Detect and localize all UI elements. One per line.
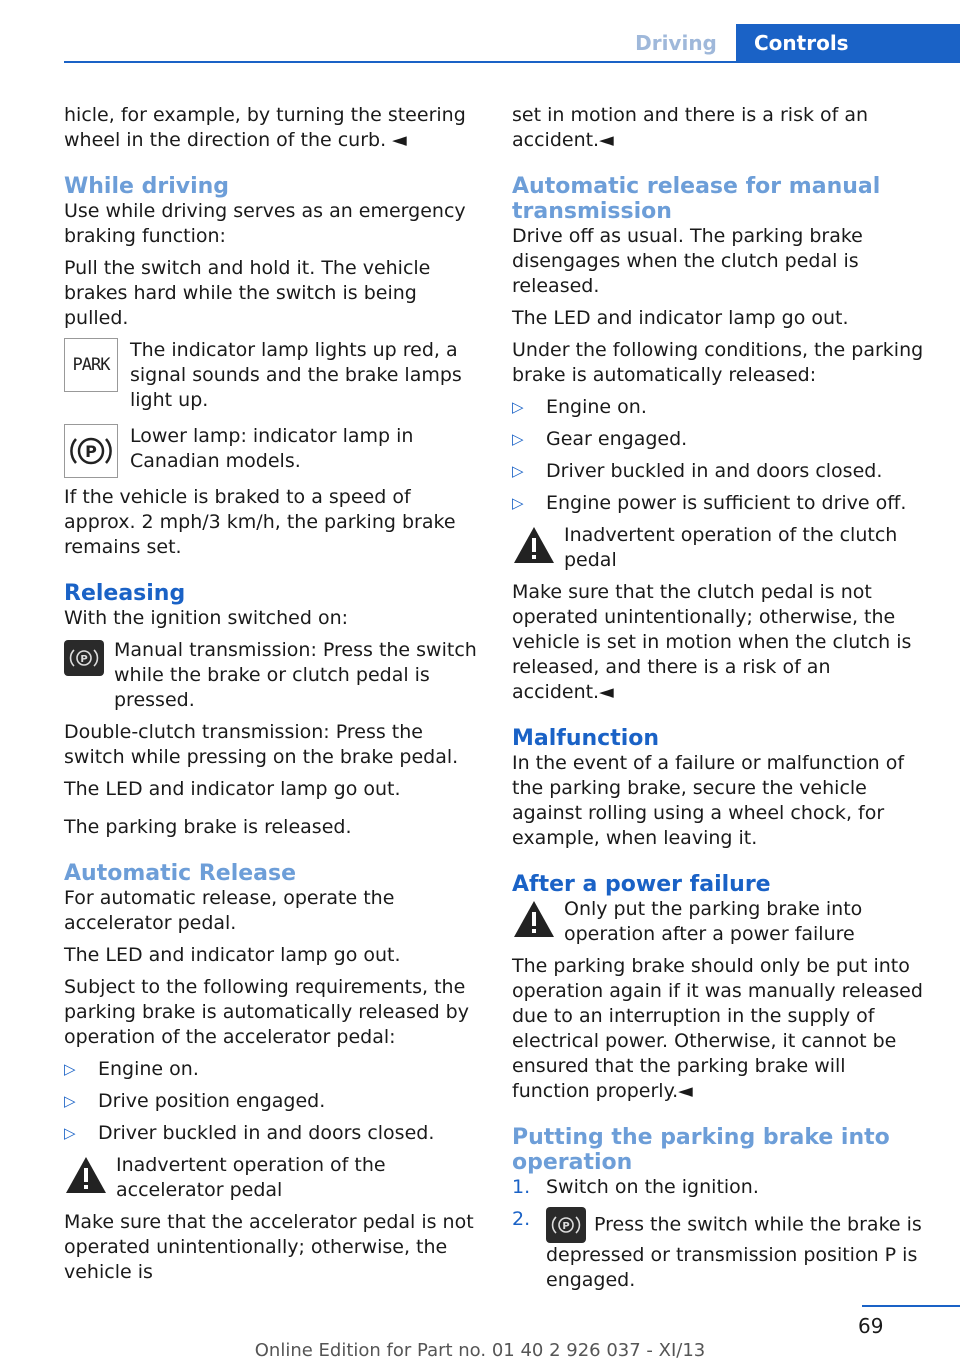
paragraph: The LED and indicator lamp go out.: [64, 944, 401, 966]
paragraph: If the vehicle is braked to a speed of approx. 2 mph/3 km/h, the parking brake remains set.: [64, 486, 456, 558]
paragraph: Make sure that the accelerator pedal is not operated unintentionally; otherwise, the vehicle is: [64, 1211, 474, 1283]
park-indicator-row: [64, 338, 480, 420]
svg-text:P: P: [562, 1221, 570, 1232]
list-item: ▷ Drive position engaged.: [64, 1090, 326, 1112]
paragraph: Make sure that the clutch pedal is not operated unintentionally; otherwise, the vehicle is set in motion when the clutch is released, and there is a risk of an accident.◄: [512, 581, 912, 703]
paragraph: hicle, for example, by turning the steering wheel in the direction of the curb. ◄: [64, 104, 466, 151]
heading-power-failure: After a power failure: [512, 872, 771, 897]
list-item: ▷ Driver buckled in and doors closed.: [512, 460, 883, 482]
list-item: ▷ Engine on.: [64, 1058, 199, 1080]
edition-footer: Online Edition for Part no. 01 40 2 926 037 - XI/13: [254, 1340, 706, 1361]
warning-title: Only put the parking brake into operation after a power failure: [564, 898, 863, 945]
paragraph: For automatic release, operate the accelerator pedal.: [64, 887, 395, 934]
paragraph: The parking brake is released.: [64, 816, 352, 838]
list-item: ▷ Engine power is sufficient to drive off.: [512, 492, 907, 514]
warning-icon: [512, 899, 556, 939]
list-item: ▷ Engine on.: [512, 396, 647, 418]
heading-malfunction: Malfunction: [512, 726, 660, 751]
footer-rule: [862, 1305, 960, 1307]
heading-releasing: Releasing: [64, 581, 186, 606]
warning-title: Inadvertent operation of the accelerator pedal: [116, 1154, 386, 1201]
paragraph: Pull the switch and hold it. The vehicle brakes hard while the switch is being pulled.: [64, 257, 431, 329]
page-number: 69: [858, 1314, 884, 1338]
list-item: ▷ Driver buckled in and doors closed.: [64, 1122, 435, 1144]
paragraph: Subject to the following requirements, the parking brake is automatically released by operation of the accelerator pedal:: [64, 976, 469, 1048]
paragraph: Under the following conditions, the parking brake is automatically released:: [512, 339, 924, 386]
conditions-list: [512, 395, 928, 516]
manual-release-row: [64, 638, 480, 720]
header-tabs: [616, 24, 960, 62]
paragraph: Use while driving serves as an emergency braking function:: [64, 200, 466, 247]
warning-icon: [512, 525, 556, 565]
warning-title: Inadvertent operation of the clutch pedal: [564, 524, 898, 571]
paragraph: Double-clutch transmission: Press the switch while pressing on the brake pedal.: [64, 721, 459, 768]
paragraph: The parking brake should only be put into operation again if it was manually released due to an interruption in the supply of electrical power. Otherwise, it cannot be ensured that the parking brake will function properly.◄: [512, 955, 923, 1102]
right-column: [512, 103, 928, 1300]
paragraph: Lower lamp: indicator lamp in Canadian models.: [130, 425, 414, 472]
paragraph: The indicator lamp lights up red, a signal sounds and the brake lamps light up.: [130, 339, 462, 411]
steps-list: [512, 1175, 928, 1293]
header-rule: [64, 61, 960, 63]
heading-while-driving: While driving: [64, 174, 230, 199]
paragraph: set in motion and there is a risk of an accident.◄: [512, 104, 869, 151]
step-item: 1. Switch on the ignition.: [512, 1176, 759, 1198]
paragraph: Drive off as usual. The parking brake disengages when the clutch pedal is released.: [512, 225, 863, 297]
heading-manual-transmission: Automatic release for manual transmission: [512, 174, 881, 224]
svg-text:P: P: [85, 442, 97, 461]
svg-text:P: P: [80, 654, 88, 665]
tab-driving[interactable]: Driving: [635, 31, 717, 55]
requirements-list: [64, 1057, 480, 1146]
step-item: 2. P Press the switch while the brake is depressed or transmission position P is engaged.: [512, 1208, 922, 1291]
warning-power-failure: [512, 897, 928, 954]
paragraph: Manual transmission: Press the switch while the brake or clutch pedal is pressed.: [114, 639, 477, 711]
left-column: [64, 103, 480, 1292]
list-item: ▷ Gear engaged.: [512, 428, 688, 450]
warning-icon: [64, 1155, 108, 1195]
heading-putting-into-operation: Putting the parking brake into operation: [512, 1125, 890, 1175]
park-indicator-icon: PARK: [64, 338, 118, 392]
warning-clutch: [512, 523, 928, 580]
heading-automatic-release: Automatic Release: [64, 861, 297, 886]
parking-brake-lamp-row: [64, 424, 480, 481]
warning-accelerator: [64, 1153, 480, 1210]
paragraph: With the ignition switched on:: [64, 607, 349, 629]
parking-brake-switch-icon: [546, 1207, 586, 1243]
paragraph: The LED and indicator lamp go out.: [512, 307, 849, 329]
parking-brake-lamp-icon: [64, 424, 118, 478]
paragraph: The LED and indicator lamp go out.: [64, 778, 401, 800]
tab-controls[interactable]: Controls: [736, 24, 960, 62]
parking-brake-switch-icon: [64, 640, 104, 676]
paragraph: In the event of a failure or malfunction of the parking brake, secure the vehicle against rolling using a wheel chock, for example, when leaving it.: [512, 752, 905, 849]
